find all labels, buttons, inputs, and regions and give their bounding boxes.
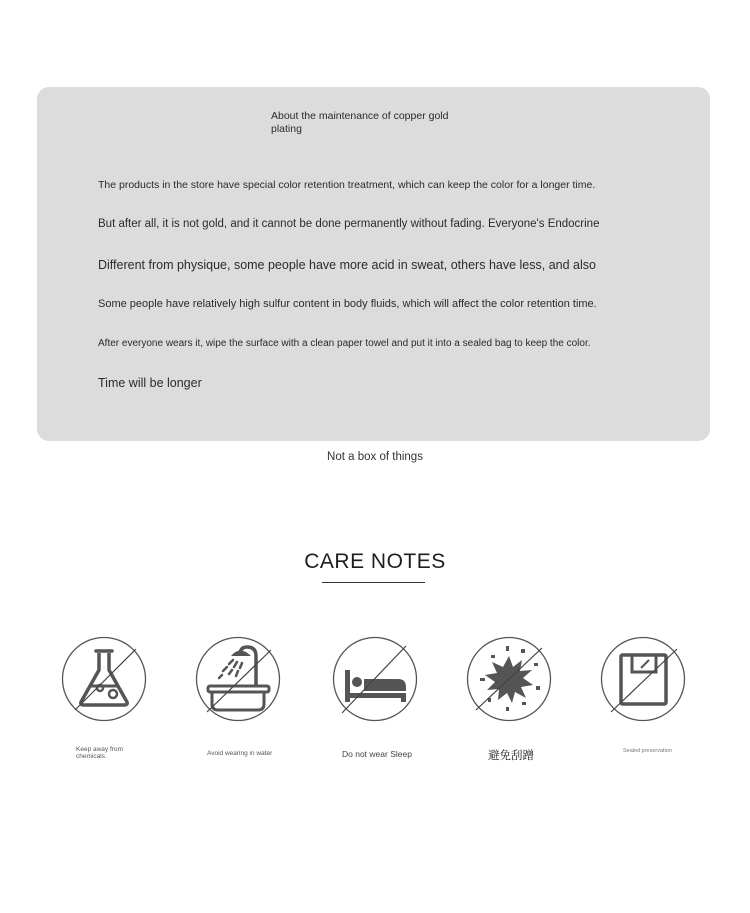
care-caption-water: Avoid wearing in water (207, 750, 273, 757)
care-caption-sleep: Do not wear Sleep (342, 749, 412, 759)
care-caption-sealed: Sealed preservation (623, 748, 672, 754)
maintenance-paragraph: The products in the store have special color retention treatment, which can keep the color for a longer time. (98, 179, 596, 191)
flask-icon (61, 636, 147, 722)
maintenance-paragraph: Time will be longer (98, 376, 202, 390)
care-notes-underline (322, 582, 425, 583)
maintenance-paragraph: After everyone wears it, wipe the surface with a clean paper towel and put it into a sealed bag to keep the color. (98, 338, 591, 349)
shower-bath-icon (195, 636, 281, 722)
scratch-burst-icon (466, 636, 552, 722)
care-notes-title: CARE NOTES (304, 550, 446, 573)
care-caption-scratch: 避免刮蹭 (488, 748, 534, 762)
bed-icon (332, 636, 418, 722)
note-line: Not a box of things (327, 451, 423, 463)
maintenance-paragraph: Different from physique, some people have more acid in sweat, others have less, and also (98, 258, 596, 272)
maintenance-title: About the maintenance of copper gold plating (271, 110, 449, 135)
maintenance-paragraph: Some people have relatively high sulfur content in body fluids, which will affect the color retention time. (98, 298, 597, 310)
maintenance-panel (37, 87, 710, 441)
care-caption-chemicals: Keep away from chemicals. (76, 746, 123, 760)
sealed-bag-icon (600, 636, 686, 722)
maintenance-paragraph: But after all, it is not gold, and it cannot be done permanently without fading. Everyone's Endocrine (98, 218, 600, 230)
